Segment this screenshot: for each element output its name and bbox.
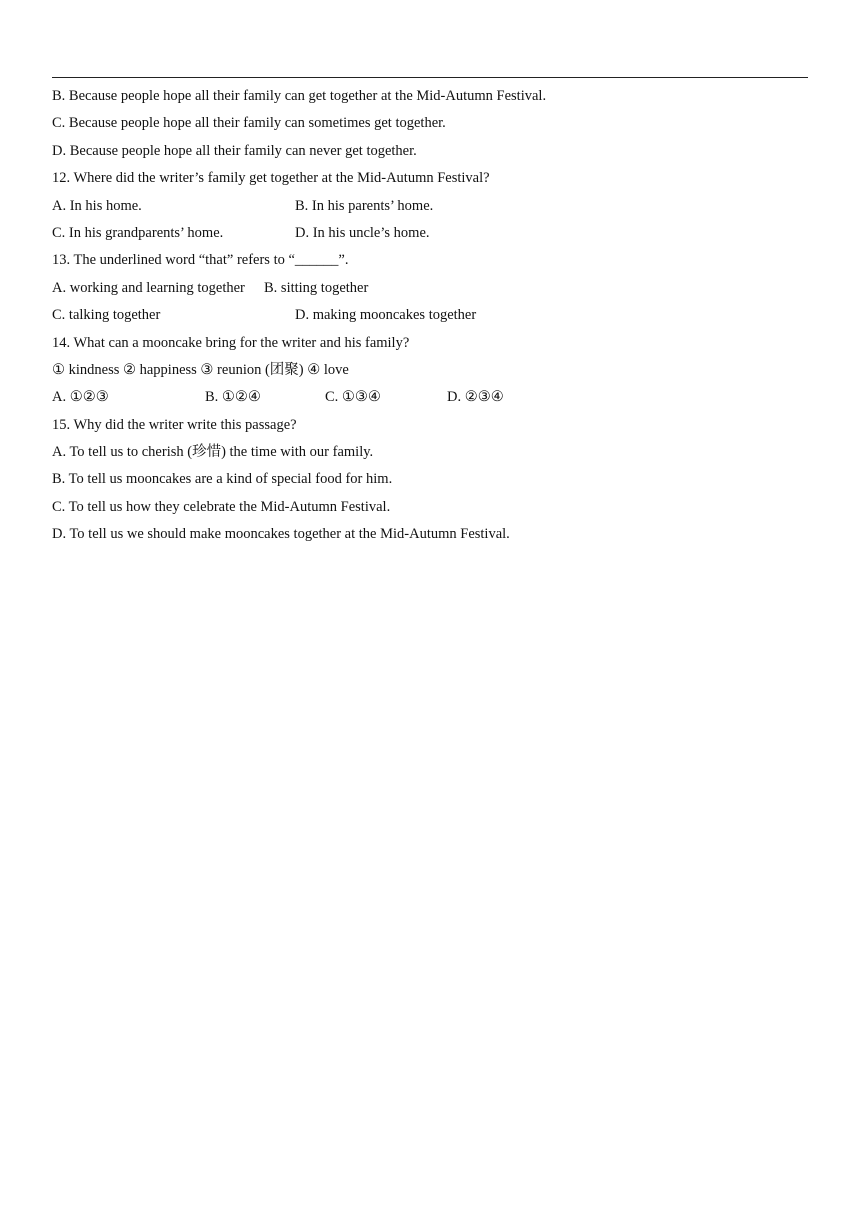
q14-option-b: B. ①②④ [205, 389, 261, 406]
q12-option-b: B. In his parents’ home. [295, 197, 434, 214]
q12-options-row-2 [52, 223, 808, 250]
q12-question: 12. Where did the writer’s family get together at the Mid-Autumn Festival? [52, 170, 490, 187]
q13-option-c: C. talking together [52, 307, 161, 324]
q12-option-c: C. In his grandparents’ home. [52, 224, 224, 241]
q14-question: 14. What can a mooncake bring for the writer and his family? [52, 334, 410, 351]
q15-option-b: B. To tell us mooncakes are a kind of special food for him. [52, 471, 393, 488]
q15-option-a: A. To tell us to cherish (珍惜) the time with our family. [52, 444, 374, 461]
q14-option-d: D. ②③④ [447, 389, 504, 406]
q15-question: 15. Why did the writer write this passage? [52, 416, 297, 433]
q12-options-row-1 [52, 196, 808, 223]
q12-option-d: D. In his uncle’s home. [295, 224, 430, 241]
q13-option-b: B. sitting together [264, 279, 369, 296]
q14-options-row [52, 387, 808, 414]
q15-option-c: C. To tell us how they celebrate the Mid-Autumn Festival. [52, 498, 391, 515]
q13-options-row-1 [52, 278, 808, 305]
q13-question: 13. The underlined word “that” refers to “______”. [52, 252, 349, 269]
q14-option-c: C. ①③④ [325, 389, 381, 406]
q11-option-b: B. Because people hope all their family can get together at the Mid-Autumn Festival. [52, 88, 547, 104]
q14-option-a: A. ①②③ [52, 389, 109, 406]
question-content [52, 86, 808, 552]
q12-option-a: A. In his home. [52, 197, 142, 214]
q15-option-d: D. To tell us we should make mooncakes together at the Mid-Autumn Festival. [52, 526, 510, 543]
q14-items: ① kindness ② happiness ③ reunion (团聚) ④ love [52, 361, 349, 378]
q11-option-c: C. Because people hope all their family can sometimes get together. [52, 115, 446, 132]
q13-option-a: A. working and learning together [52, 279, 245, 296]
q13-option-d: D. making mooncakes together [295, 307, 477, 324]
q11-option-d: D. Because people hope all their family can never get together. [52, 142, 417, 159]
header-rule [52, 77, 808, 78]
q13-options-row-2 [52, 305, 808, 332]
